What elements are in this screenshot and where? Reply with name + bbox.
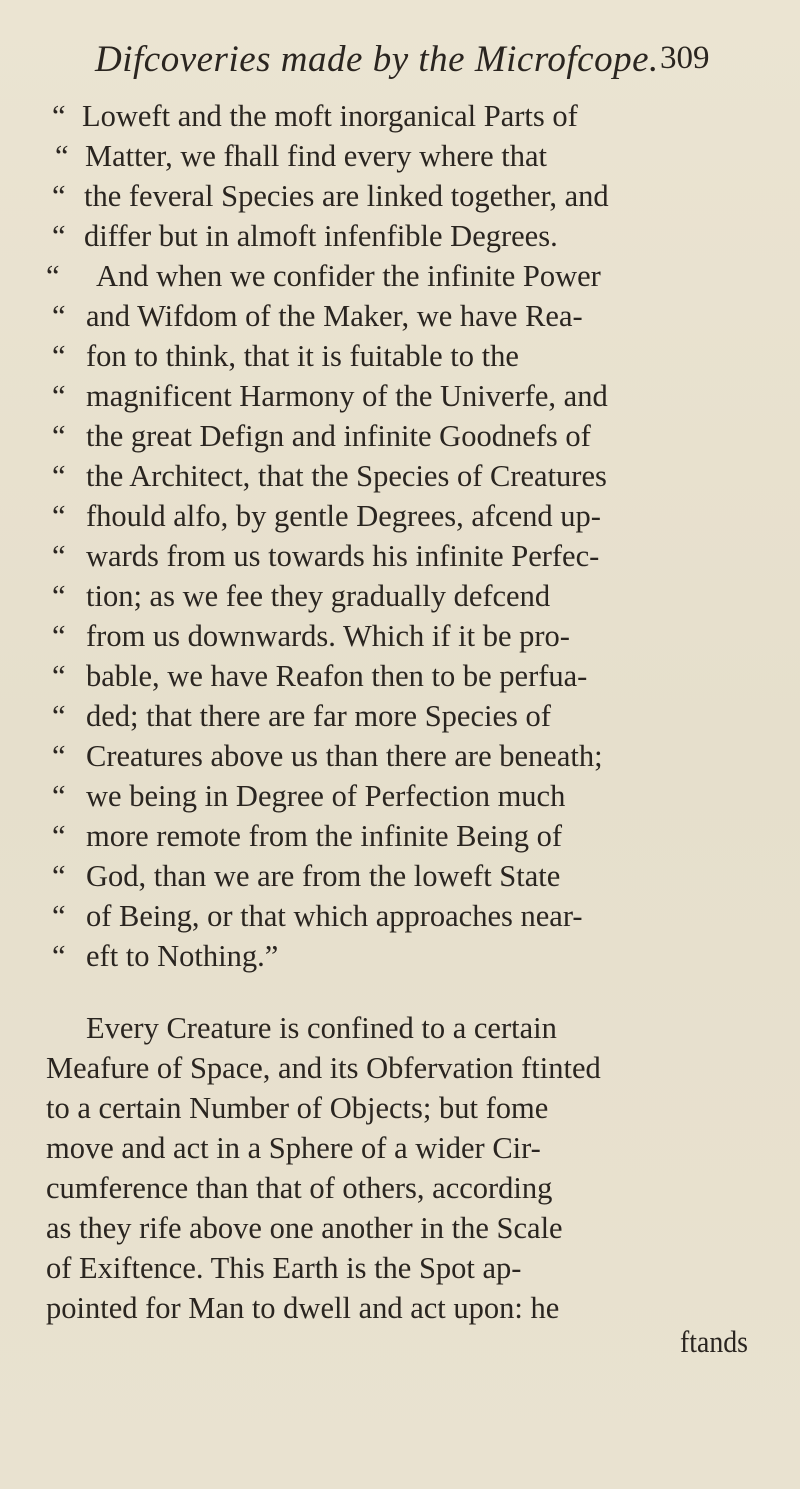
text-line: the feveral Species are linked together, and <box>84 179 609 213</box>
text-line: Matter, we fhall find every where that <box>85 139 548 173</box>
quote-mark: “ <box>52 419 66 453</box>
quote-mark: “ <box>52 299 66 333</box>
text-line: fhould alfo, by gentle Degrees, afcend up- <box>86 499 601 533</box>
text-line: differ but in almoft infenfible Degrees. <box>84 219 558 253</box>
text-line: ded; that there are far more Species of <box>86 699 551 733</box>
text-line: fon to think, that it is fuitable to the <box>86 339 519 373</box>
text-line: Loweft and the moft inorganical Parts of <box>82 99 578 133</box>
quote-mark: “ <box>46 259 60 293</box>
text-line: eft to Nothing.” <box>86 939 279 973</box>
quote-mark: “ <box>52 99 66 133</box>
text-line: wards from us towards his infinite Perfec- <box>86 539 600 573</box>
quote-mark: “ <box>52 339 66 373</box>
text-line: Meafure of Space, and its Obfervation ftinted <box>46 1051 601 1085</box>
running-head-title: Difcoveries made by the Microfcope. <box>95 39 659 80</box>
text-line: the Architect, that the Species of Creatures <box>86 459 607 493</box>
text-line: God, than we are from the loweft State <box>86 859 561 893</box>
text-line: magnificent Harmony of the Univerfe, and <box>86 379 608 413</box>
text-line: Creatures above us than there are beneath; <box>86 739 603 773</box>
text-line: pointed for Man to dwell and act upon: he <box>46 1291 560 1325</box>
quote-mark: “ <box>52 699 66 733</box>
catchword: ftands <box>680 1325 748 1359</box>
quote-mark: “ <box>52 619 66 653</box>
quote-mark: “ <box>52 859 66 893</box>
page-number: 309 <box>660 40 710 76</box>
quote-mark: “ <box>52 659 66 693</box>
quote-mark: “ <box>52 819 66 853</box>
quote-mark: “ <box>52 459 66 493</box>
quote-mark: “ <box>52 179 66 213</box>
quote-mark: “ <box>52 219 66 253</box>
quote-mark: “ <box>52 899 66 933</box>
text-line: we being in Degree of Perfection much <box>86 779 566 813</box>
quote-mark: “ <box>52 739 66 773</box>
text-line: Every Creature is confined to a certain <box>86 1011 557 1045</box>
text-line: And when we confider the infinite Power <box>96 259 601 293</box>
text-line: cumference than that of others, according <box>46 1171 553 1205</box>
running-head <box>0 38 800 82</box>
quote-mark: “ <box>52 579 66 613</box>
quote-mark: “ <box>55 139 69 173</box>
text-line: from us downwards. Which if it be pro- <box>86 619 570 653</box>
quote-mark: “ <box>52 939 66 973</box>
text-line: the great Defign and infinite Goodnefs of <box>86 419 591 453</box>
text-line: of Exiftence. This Earth is the Spot ap- <box>46 1251 522 1285</box>
text-line: move and act in a Sphere of a wider Cir- <box>46 1131 541 1165</box>
quote-mark: “ <box>52 539 66 573</box>
text-line: tion; as we fee they gradually defcend <box>86 579 551 613</box>
quote-mark: “ <box>52 779 66 813</box>
text-line: and Wifdom of the Maker, we have Rea- <box>86 299 583 333</box>
text-line: as they rife above one another in the Scale <box>46 1211 563 1245</box>
text-line: of Being, or that which approaches near- <box>86 899 583 933</box>
text-line: more remote from the infinite Being of <box>86 819 562 853</box>
text-line: to a certain Number of Objects; but fome <box>46 1091 549 1125</box>
text-line: bable, we have Reafon then to be perfua- <box>86 659 588 693</box>
quote-mark: “ <box>52 499 66 533</box>
quote-mark: “ <box>52 379 66 413</box>
